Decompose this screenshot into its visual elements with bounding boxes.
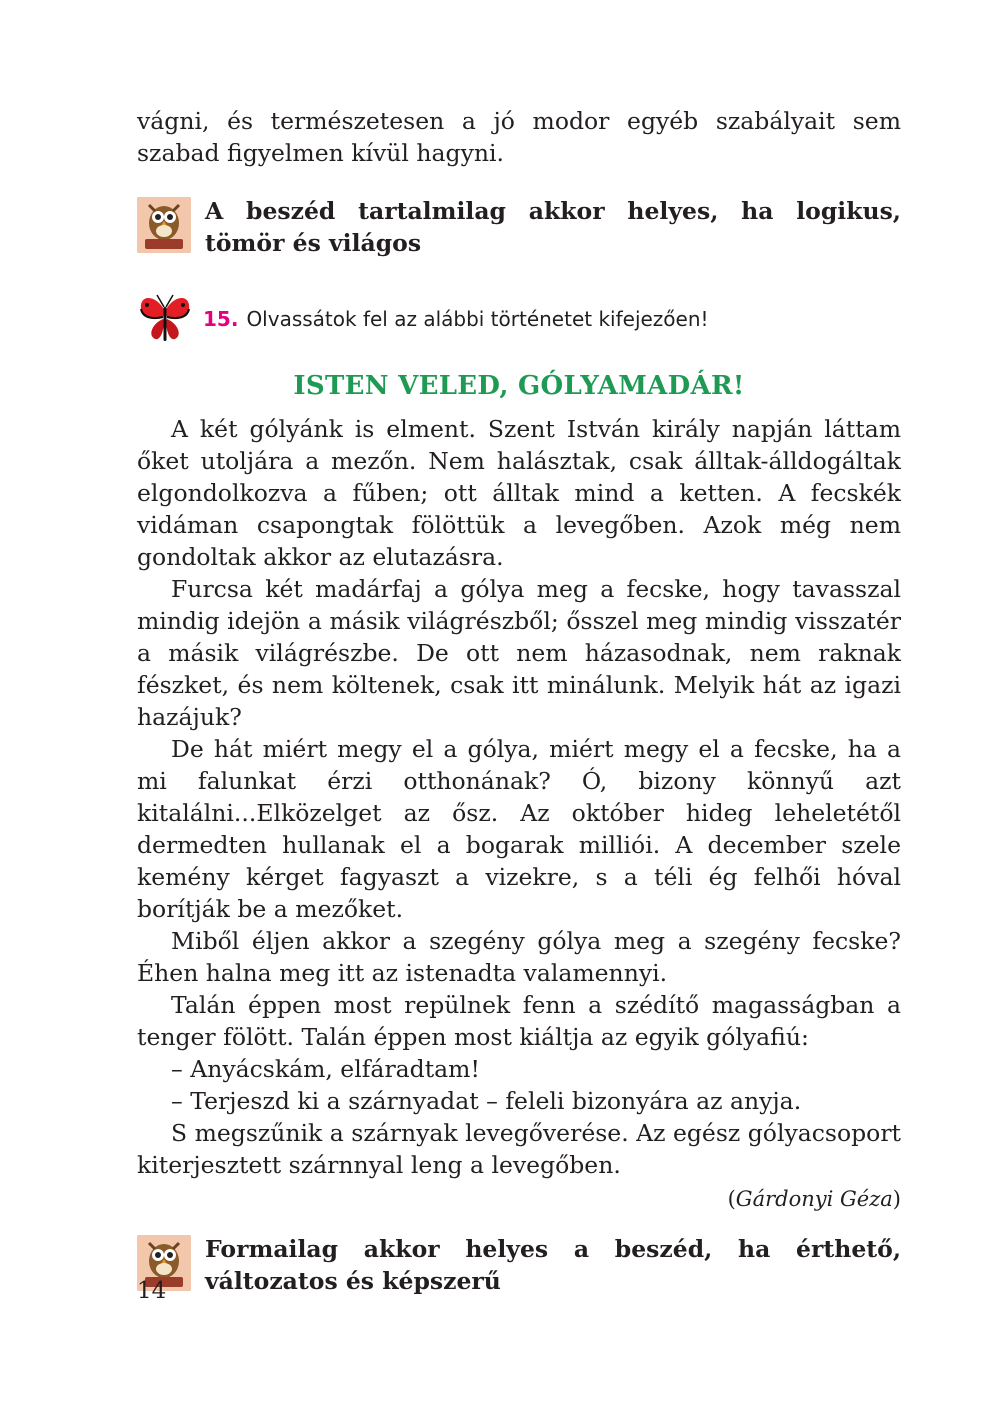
story-paragraph: A két gólyánk is elment. Szent István király napján láttam őket utoljára a mezőn. Nem halásztak, csak álltak-álldogáltak elgondolkozva a fűben; ott álltak mind a ketten. A fecskék vidáman csapongtak fölöttük a levegőben. Azok még nem gondoltak akkor az elutazásra. [137,415,901,571]
author-close-paren: ) [892,1187,901,1211]
story-author [137,1187,901,1211]
author-open-paren: ( [727,1187,736,1211]
rule-box-form [137,1233,901,1297]
author-name: Gárdonyi Géza [735,1187,893,1211]
rule-content-text: A beszéd tartalmilag akkor helyes, ha logikus, tömör és világos [205,197,901,257]
dialogue-line: – Anyácskám, elfáradtam! [171,1055,480,1083]
story-paragraph: De hát miért megy el a gólya, miért megy el a fecske, ha a mi falunkat érzi otthonának? Ó, bizony könnyű azt kitalálni...Elközelget az ősz. Az október hideg leheletétől dermedten hullanak el a bogarak milliói. A december szele kemény kérget fagyaszt a vizekre, s a téli ég felhői hóval borítják be a mezőket. [137,735,901,923]
story-paragraph: Miből éljen akkor a szegény gólya meg a szegény fecske? Éhen halna meg itt az istenadta valamennyi. [137,927,901,987]
butterfly-icon [137,289,193,349]
task-instruction [137,289,901,349]
story-paragraph: Furcsa két madárfaj a gólya meg a fecske, hogy tavasszal mindig idejön a másik világrészből; ősszel meg mindig visszatér a másik világrészbe. De ott nem házasodnak, nem raknak fészket, és nem költenek, csak itt minálunk. Melyik hát az igazi hazájuk? [137,575,901,731]
story-paragraph: S megszűnik a szárnyak levegőverése. Az egész gólyacsoport kiterjesztett szárnnyal leng a levegőben. [137,1119,901,1179]
story-title: ISTEN VELED, GÓLYAMADÁR! [293,371,745,401]
owl-icon [137,197,191,253]
dialogue-line: – Terjeszd ki a szárnyadat – feleli bizonyára az anyja. [171,1087,802,1115]
intro-paragraph: vágni, és természetesen a jó modor egyéb szabályait sem szabad figyelmen kívül hagyni. [137,107,901,167]
task-number: 15. [203,307,239,331]
task-text: Olvassátok fel az alábbi történetet kifejezően! [246,307,709,331]
story-paragraph: Talán éppen most repülnek fenn a szédítő magasságban a tenger fölött. Talán éppen most kiáltja az egyik gólyafiú: [137,991,901,1051]
rule-form-text: Formailag akkor helyes a beszéd, ha érthető, változatos és képszerű [205,1235,901,1295]
page-content [137,105,901,1297]
rule-box-content [137,195,901,259]
page-number: 14 [137,1278,167,1304]
